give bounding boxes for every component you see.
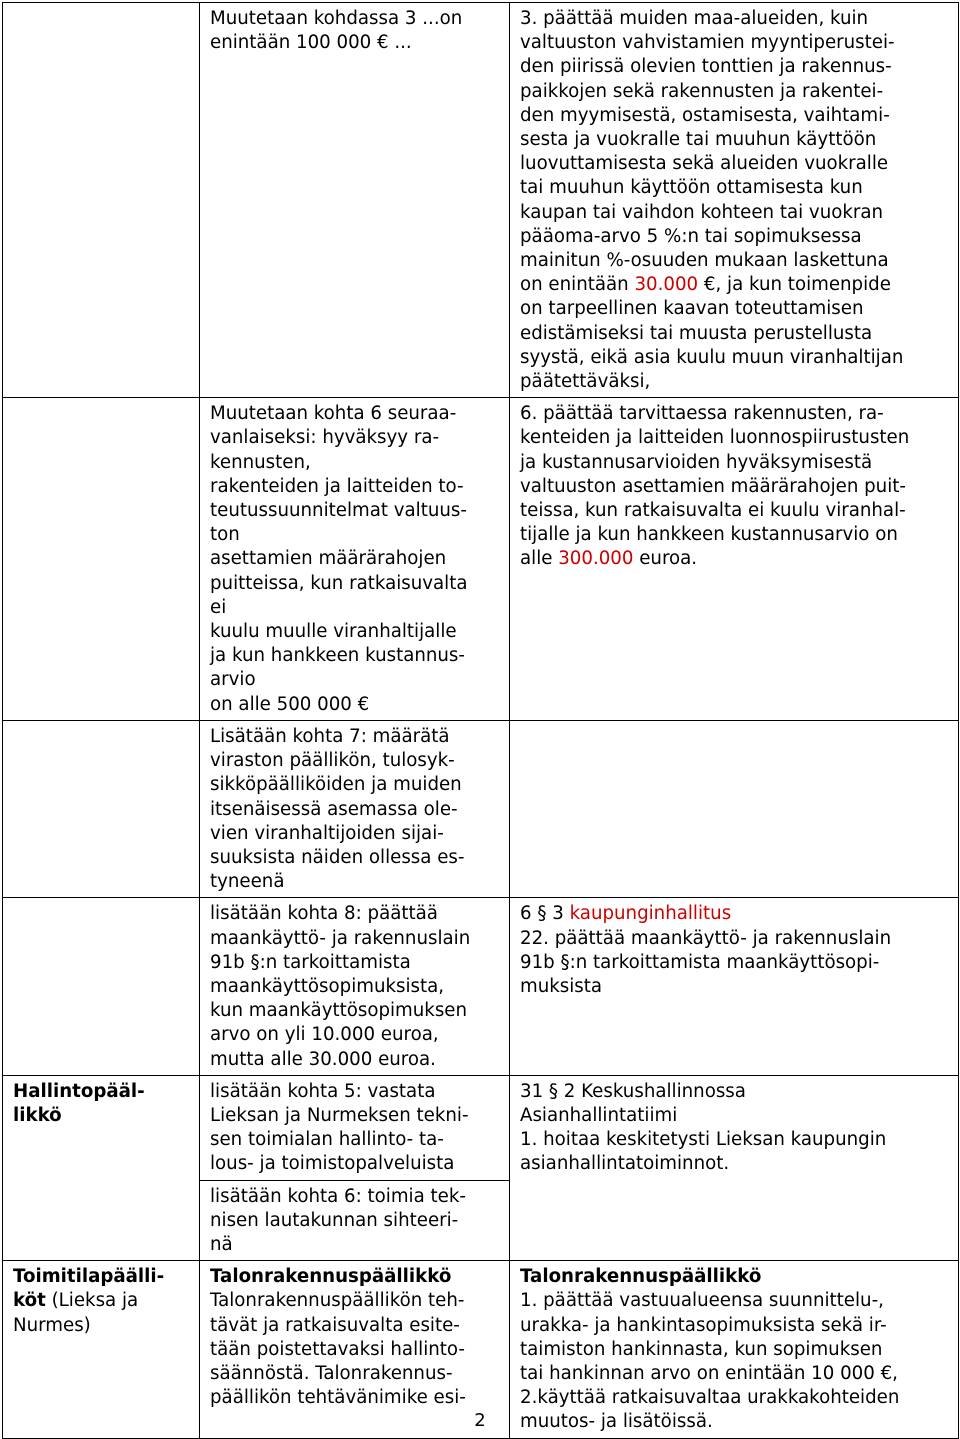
role-cell bbox=[3, 398, 200, 721]
change-cell: Talonrakennuspäällikkö Talonrakennuspäällikön teh- tävät ja ratkaisuvalta esite- tään poistettavaksi hallinto- säännöstä. Talonrakennus- päällikön tehtävänimike esi- bbox=[200, 1261, 510, 1438]
current-rule-cell: Talonrakennuspäällikkö 1. päättää vastuualueensa suunnittelu-, urakka- ja hankintasopimuksista sekä ir- taimiston hankinnasta, kun sopimuksen tai hankinnan arvo on enintään 10 000 €, 2.käyttää ratkaisuvaltaa urakkakohteiden muutos- ja lisätöissä. bbox=[510, 1261, 959, 1438]
table-row bbox=[3, 3, 959, 398]
role-cell bbox=[3, 898, 200, 1075]
change-cell: lisätään kohta 6: toimia tek- nisen lautakunnan sihteeri- nä bbox=[200, 1180, 510, 1261]
change-cell: lisätään kohta 8: päättää maankäyttö- ja rakennuslain 91b §:n tarkoittamista maankäyttösopimuksista, kun maankäyttösopimuksen arvo on yli 10.000 euroa, mutta alle 30.000 euroa. bbox=[200, 898, 510, 1075]
comparison-table bbox=[2, 2, 959, 1439]
table-row bbox=[3, 720, 959, 897]
current-rule-cell: 3. päättää muiden maa-alueiden, kuin valtuuston vahvistamien myyntiperustei- den piirissä olevien tonttien ja rakennus- paikkojen sekä rakennusten ja rakentei- den myymisestä, ostamisesta, vaihtami- sesta ja vuokralle tai muuhun käyttöön luovuttamisesta sekä alueiden vuokralle tai muuhun käyttöön ottamisesta kun kaupan tai vaihdon kohteen tai vuokran pääoma-arvo 5 %:n tai sopimuksessa mainitun %-osuuden mukaan laskettuna on enintään 30.000 €, ja kun toimenpide on tarpeellinen kaavan toteuttamisen edistämiseksi tai muusta perustellusta syystä, eikä asia kuulu muun viranhaltijan päätettäväksi, bbox=[510, 3, 959, 398]
current-rule-cell bbox=[510, 720, 959, 897]
table-row bbox=[3, 1075, 959, 1180]
change-cell: Lisätään kohta 7: määrätä viraston päällikön, tulosyk- sikköpäälliköiden ja muiden itsenäisessä asemassa ole- vien viranhaltijoiden sijai- suuksista näiden ollessa es- tyneenä bbox=[200, 720, 510, 897]
change-cell: lisätään kohta 5: vastata Lieksan ja Nurmeksen tekni- sen toimialan hallinto- ta- lous- ja toimistopalveluista bbox=[200, 1075, 510, 1180]
table-row bbox=[3, 398, 959, 721]
table-row bbox=[3, 898, 959, 1075]
change-cell: Muutetaan kohta 6 seuraa- vanlaiseksi: hyväksyy ra- kennusten, rakenteiden ja laitteiden to- teutussuunnitelmat valtuus- ton asettamien määrärahojen puitteissa, kun ratkaisuvalta ei kuulu muulle viranhaltijalle ja kun hankkeen kustannus- arvio on alle 500 000 € bbox=[200, 398, 510, 721]
current-rule-cell: 31 § 2 Keskushallinnossa Asianhallintatiimi 1. hoitaa keskitetysti Lieksan kaupungin asianhallintatoiminnot. bbox=[510, 1075, 959, 1260]
role-cell bbox=[3, 3, 200, 398]
role-cell: Hallintopääl- likkö bbox=[3, 1075, 200, 1260]
change-cell: Muutetaan kohdassa 3 ...on enintään 100 000 € ... bbox=[200, 3, 510, 398]
current-rule-cell: 6 § 3 kaupunginhallitus 22. päättää maankäyttö- ja rakennuslain 91b §:n tarkoittamista maankäyttösopi- muksista bbox=[510, 898, 959, 1075]
current-rule-cell: 6. päättää tarvittaessa rakennusten, ra- kenteiden ja laitteiden luonnospiirustusten ja kustannusarvioiden hyväksymisestä valtuuston asettamien määrärahojen puit- teissa, kun ratkaisuvalta ei kuulu viranhal- tijalle ja kun hankkeen kustannusarvio on alle 300.000 euroa. bbox=[510, 398, 959, 721]
role-cell bbox=[3, 720, 200, 897]
page-number: 2 bbox=[474, 1410, 486, 1431]
role-cell: Toimitilapäälli- köt (Lieksa ja Nurmes) bbox=[3, 1261, 200, 1438]
